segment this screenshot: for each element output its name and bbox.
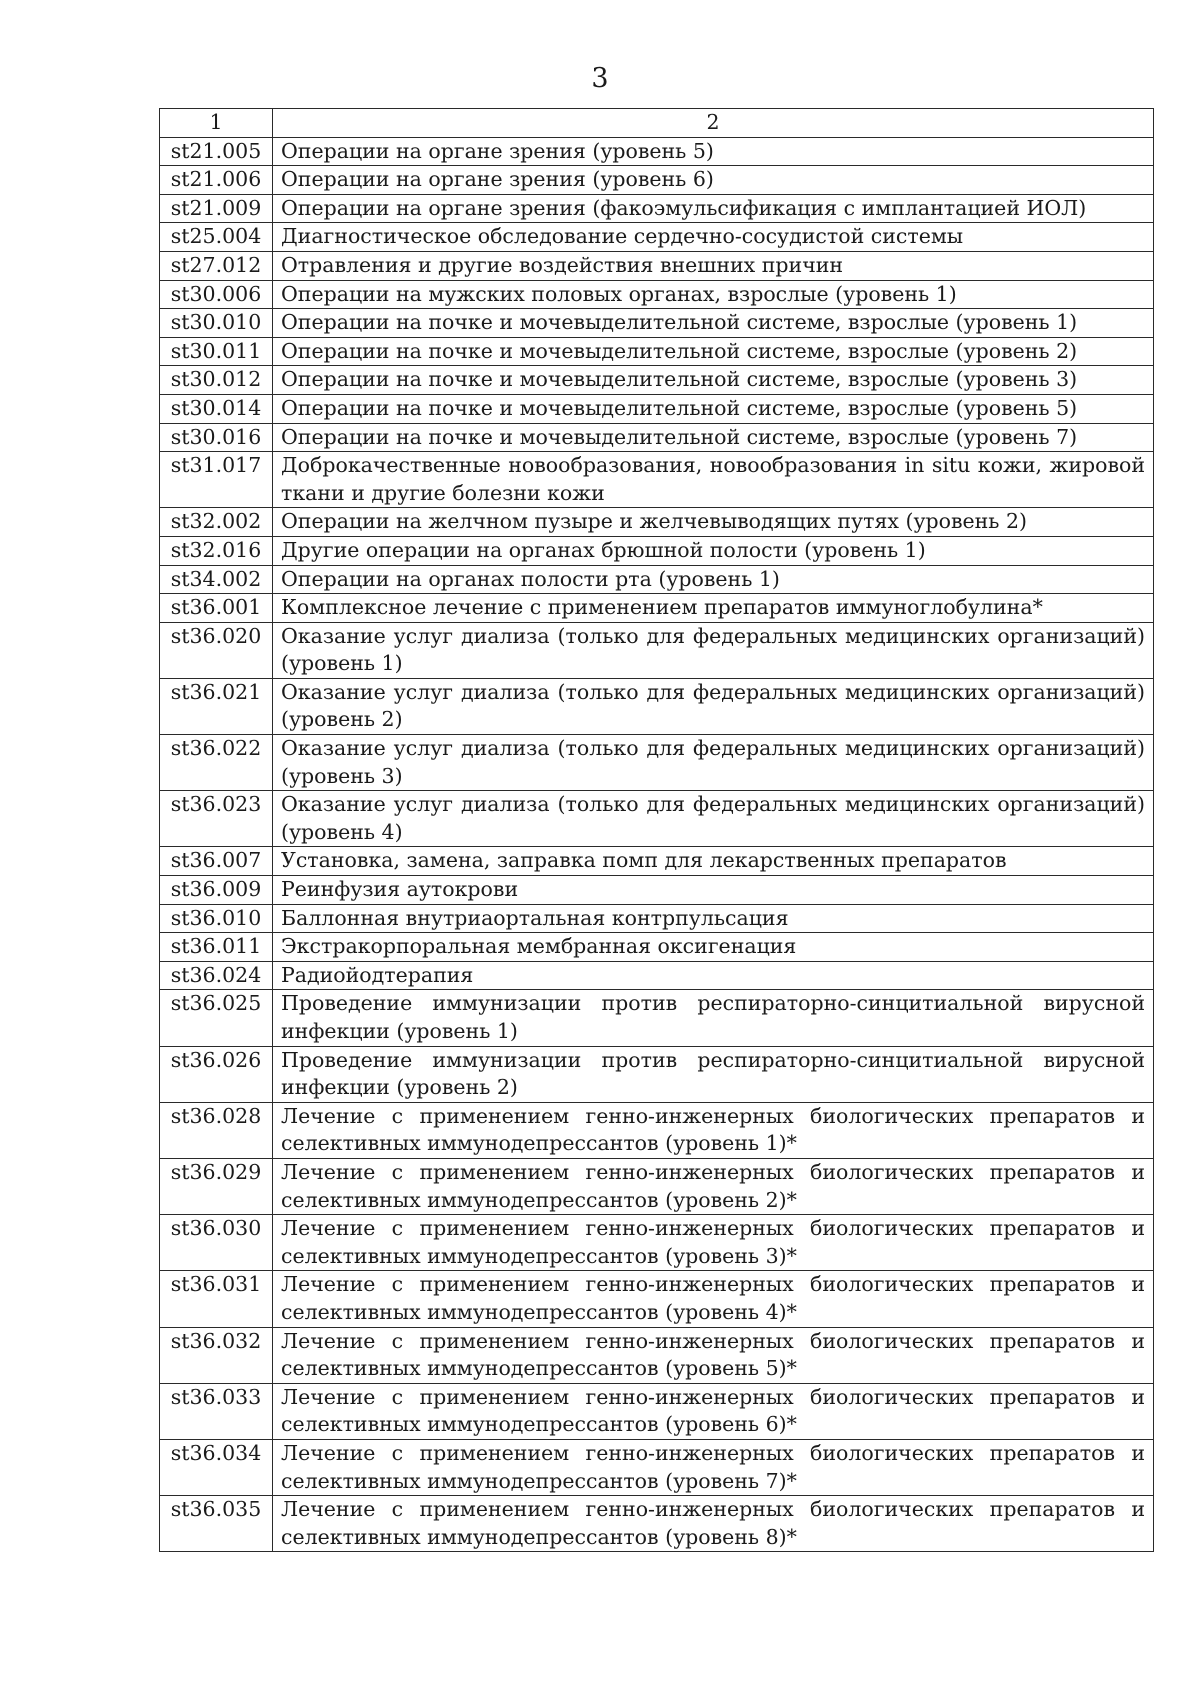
table-row bbox=[160, 309, 1154, 338]
row-code: st34.002 bbox=[160, 565, 273, 594]
row-code: st27.012 bbox=[160, 251, 273, 280]
table-header-row bbox=[160, 109, 1154, 138]
table-row bbox=[160, 961, 1154, 990]
row-code: st21.006 bbox=[160, 166, 273, 195]
row-code: st36.033 bbox=[160, 1383, 273, 1439]
row-code: st36.034 bbox=[160, 1439, 273, 1495]
row-name: Реинфузия аутокрови bbox=[273, 876, 1154, 905]
row-code: st30.016 bbox=[160, 423, 273, 452]
row-name: Установка, замена, заправка помп для лекарственных препаратов bbox=[273, 847, 1154, 876]
table-row bbox=[160, 452, 1154, 508]
table-row bbox=[160, 876, 1154, 905]
row-name: Проведение иммунизации против респираторно-синцитиальной вирусной инфекции (уровень 2) bbox=[273, 1046, 1154, 1102]
table-row bbox=[160, 678, 1154, 734]
row-name: Операции на почке и мочевыделительной системе, взрослые (уровень 3) bbox=[273, 366, 1154, 395]
table-row bbox=[160, 1046, 1154, 1102]
row-code: st36.032 bbox=[160, 1327, 273, 1383]
table-row bbox=[160, 735, 1154, 791]
row-name: Проведение иммунизации против респираторно-синцитиальной вирусной инфекции (уровень 1) bbox=[273, 990, 1154, 1046]
row-code: st36.025 bbox=[160, 990, 273, 1046]
row-name: Отравления и другие воздействия внешних причин bbox=[273, 251, 1154, 280]
row-name: Операции на почке и мочевыделительной системе, взрослые (уровень 1) bbox=[273, 309, 1154, 338]
row-name: Оказание услуг диализа (только для федеральных медицинских организаций) (уровень 1) bbox=[273, 622, 1154, 678]
table-row bbox=[160, 508, 1154, 537]
row-name: Операции на мужских половых органах, взрослые (уровень 1) bbox=[273, 280, 1154, 309]
table-row bbox=[160, 1327, 1154, 1383]
table-row bbox=[160, 933, 1154, 962]
row-code: st30.011 bbox=[160, 337, 273, 366]
table-row bbox=[160, 337, 1154, 366]
column-header-name: 2 bbox=[273, 109, 1154, 138]
row-name: Операции на органах полости рта (уровень 1) bbox=[273, 565, 1154, 594]
row-name: Операции на почке и мочевыделительной системе, взрослые (уровень 5) bbox=[273, 394, 1154, 423]
row-name: Операции на почке и мочевыделительной системе, взрослые (уровень 2) bbox=[273, 337, 1154, 366]
row-code: st36.001 bbox=[160, 594, 273, 623]
ksg-codes-table bbox=[159, 108, 1154, 1552]
table-row bbox=[160, 423, 1154, 452]
page-number: 3 bbox=[591, 63, 609, 94]
table-row bbox=[160, 594, 1154, 623]
table-row bbox=[160, 791, 1154, 847]
row-code: st36.031 bbox=[160, 1271, 273, 1327]
table-row bbox=[160, 904, 1154, 933]
table-row bbox=[160, 1215, 1154, 1271]
row-name: Лечение с применением генно-инженерных биологических препаратов и селективных иммунодепрессантов (уровень 3)* bbox=[273, 1215, 1154, 1271]
row-code: st36.020 bbox=[160, 622, 273, 678]
row-name: Лечение с применением генно-инженерных биологических препаратов и селективных иммунодепрессантов (уровень 8)* bbox=[273, 1496, 1154, 1552]
row-code: st30.012 bbox=[160, 366, 273, 395]
row-code: st25.004 bbox=[160, 223, 273, 252]
row-name: Доброкачественные новообразования, новообразования in situ кожи, жировой ткани и другие болезни кожи bbox=[273, 452, 1154, 508]
row-code: st36.022 bbox=[160, 735, 273, 791]
row-code: st21.009 bbox=[160, 194, 273, 223]
table-row bbox=[160, 166, 1154, 195]
row-code: st36.030 bbox=[160, 1215, 273, 1271]
table-row bbox=[160, 394, 1154, 423]
table-row bbox=[160, 1158, 1154, 1214]
row-name: Операции на желчном пузыре и желчевыводящих путях (уровень 2) bbox=[273, 508, 1154, 537]
row-code: st36.026 bbox=[160, 1046, 273, 1102]
table-row bbox=[160, 536, 1154, 565]
table-row bbox=[160, 1439, 1154, 1495]
row-code: st31.017 bbox=[160, 452, 273, 508]
row-name: Лечение с применением генно-инженерных биологических препаратов и селективных иммунодепрессантов (уровень 2)* bbox=[273, 1158, 1154, 1214]
row-name: Лечение с применением генно-инженерных биологических препаратов и селективных иммунодепрессантов (уровень 5)* bbox=[273, 1327, 1154, 1383]
row-code: st36.029 bbox=[160, 1158, 273, 1214]
row-name: Операции на органе зрения (уровень 6) bbox=[273, 166, 1154, 195]
row-code: st36.007 bbox=[160, 847, 273, 876]
row-name: Операции на органе зрения (факоэмульсификация с имплантацией ИОЛ) bbox=[273, 194, 1154, 223]
table-row bbox=[160, 251, 1154, 280]
table-row bbox=[160, 622, 1154, 678]
row-code: st30.010 bbox=[160, 309, 273, 338]
table-row bbox=[160, 223, 1154, 252]
row-code: st36.028 bbox=[160, 1102, 273, 1158]
table-body bbox=[160, 137, 1154, 1552]
table-row bbox=[160, 1496, 1154, 1552]
row-name: Оказание услуг диализа (только для федеральных медицинских организаций) (уровень 2) bbox=[273, 678, 1154, 734]
table-row bbox=[160, 194, 1154, 223]
row-name: Экстракорпоральная мембранная оксигенация bbox=[273, 933, 1154, 962]
row-code: st36.010 bbox=[160, 904, 273, 933]
table-row bbox=[160, 1271, 1154, 1327]
row-name: Радиойодтерапия bbox=[273, 961, 1154, 990]
row-code: st36.009 bbox=[160, 876, 273, 905]
table-row bbox=[160, 280, 1154, 309]
row-code: st30.014 bbox=[160, 394, 273, 423]
row-name: Лечение с применением генно-инженерных биологических препаратов и селективных иммунодепрессантов (уровень 1)* bbox=[273, 1102, 1154, 1158]
row-name: Оказание услуг диализа (только для федеральных медицинских организаций) (уровень 4) bbox=[273, 791, 1154, 847]
row-code: st32.002 bbox=[160, 508, 273, 537]
row-name: Лечение с применением генно-инженерных биологических препаратов и селективных иммунодепрессантов (уровень 4)* bbox=[273, 1271, 1154, 1327]
row-name: Диагностическое обследование сердечно-сосудистой системы bbox=[273, 223, 1154, 252]
row-name: Операции на органе зрения (уровень 5) bbox=[273, 137, 1154, 166]
table-row bbox=[160, 366, 1154, 395]
row-name: Баллонная внутриаортальная контрпульсация bbox=[273, 904, 1154, 933]
table-row bbox=[160, 137, 1154, 166]
row-code: st36.011 bbox=[160, 933, 273, 962]
table-row bbox=[160, 1102, 1154, 1158]
table-row bbox=[160, 565, 1154, 594]
row-code: st32.016 bbox=[160, 536, 273, 565]
table-row bbox=[160, 1383, 1154, 1439]
table-row bbox=[160, 847, 1154, 876]
table-row bbox=[160, 990, 1154, 1046]
row-code: st21.005 bbox=[160, 137, 273, 166]
column-header-code: 1 bbox=[160, 109, 273, 138]
row-name: Комплексное лечение с применением препаратов иммуноглобулина* bbox=[273, 594, 1154, 623]
row-name: Оказание услуг диализа (только для федеральных медицинских организаций) (уровень 3) bbox=[273, 735, 1154, 791]
row-name: Операции на почке и мочевыделительной системе, взрослые (уровень 7) bbox=[273, 423, 1154, 452]
row-name: Другие операции на органах брюшной полости (уровень 1) bbox=[273, 536, 1154, 565]
row-code: st36.021 bbox=[160, 678, 273, 734]
row-code: st36.035 bbox=[160, 1496, 273, 1552]
row-code: st36.023 bbox=[160, 791, 273, 847]
row-name: Лечение с применением генно-инженерных биологических препаратов и селективных иммунодепрессантов (уровень 6)* bbox=[273, 1383, 1154, 1439]
row-code: st30.006 bbox=[160, 280, 273, 309]
row-code: st36.024 bbox=[160, 961, 273, 990]
row-name: Лечение с применением генно-инженерных биологических препаратов и селективных иммунодепрессантов (уровень 7)* bbox=[273, 1439, 1154, 1495]
